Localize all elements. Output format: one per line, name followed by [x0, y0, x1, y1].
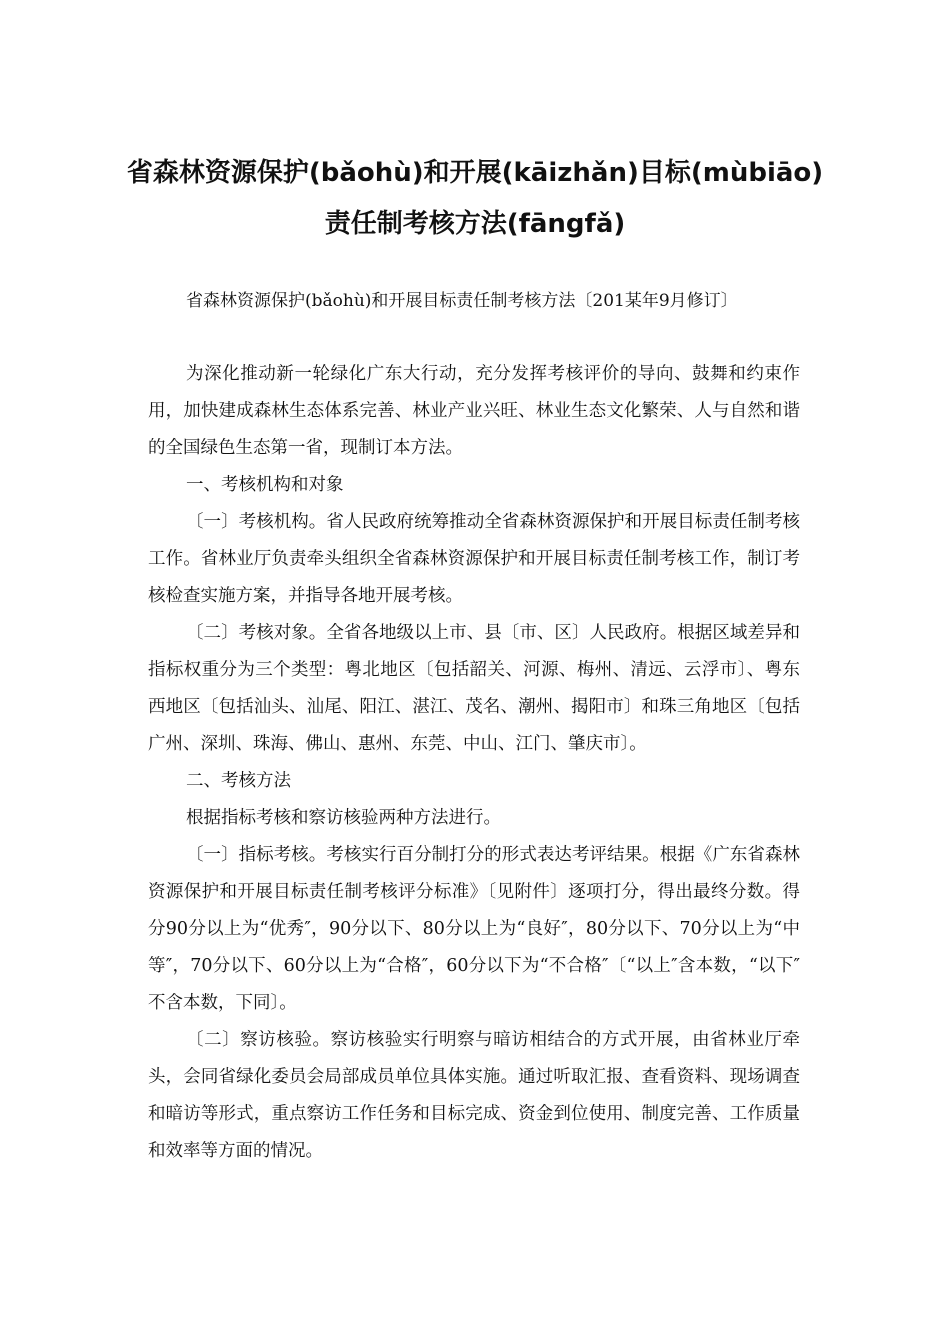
section-heading-1: 一、考核机构和对象	[186, 475, 344, 495]
paragraph-assessment-targets: 〔二〕考核对象。全省各地级以上市、县〔市、区〕人民政府。根据区域差异和指标权重分为三个类型：粤北地区〔包括韶关、河源、梅州、清远、云浮市〕、粤东西地区〔包括汕头、汕尾、阳江、湛江、茂名、潮州、揭阳市〕和珠三角地区〔包括广州、深圳、珠海、佛山、惠州、东莞、中山、江门、肇庆市〕。	[148, 623, 800, 754]
paragraph-methods-intro: 根据指标考核和察访核验两种方法进行。	[186, 808, 501, 828]
document-body	[148, 356, 800, 1170]
paragraph-assessment-agency: 〔一〕考核机构。省人民政府统筹推动全省森林资源保护和开展目标责任制考核工作。省林业厅负责牵头组织全省森林资源保护和开展目标责任制考核工作，制订考核检查实施方案，并指导各地开展考核。	[148, 512, 800, 606]
section-heading-2: 二、考核方法	[186, 771, 291, 791]
document-title-line-1: 省森林资源保护(bǎohù)和开展(kāizhǎn)目标(mùbiāo)	[126, 158, 824, 188]
intro-paragraph: 为深化推动新一轮绿化广东大行动，充分发挥考核评价的导向、鼓舞和约束作用，加快建成森林生态体系完善、林业产业兴旺、林业生态文化繁荣、人与自然和谐的全国绿色生态第一省，现制订本方法。	[148, 364, 800, 458]
document-subtitle: 省森林资源保护(bǎohù)和开展目标责任制考核方法〔201某年9月修订〕	[186, 291, 738, 311]
paragraph-inspection-verification: 〔二〕察访核验。察访核验实行明察与暗访相结合的方式开展，由省林业厅牵头，会同省绿化委员会局部成员单位具体实施。通过听取汇报、查看资料、现场调查和暗访等形式，重点察访工作任务和目标完成、资金到位使用、制度完善、工作质量和效率等方面的情况。	[148, 1030, 800, 1161]
document-title-line-2: 责任制考核方法(fāngfǎ)	[324, 209, 626, 239]
paragraph-indicator-assessment: 〔一〕指标考核。考核实行百分制打分的形式表达考评结果。根据《广东省森林资源保护和开展目标责任制考核评分标准》〔见附件〕逐项打分，得出最终分数。得分90分以上为“优秀″，90分以下、80分以上为“良好″，80分以下、70分以上为“中等″，70分以下、60分以上为“合格″，60分以下为“不合格″〔“以上″含本数，“以下″不含本数，下同〕。	[148, 845, 800, 1013]
